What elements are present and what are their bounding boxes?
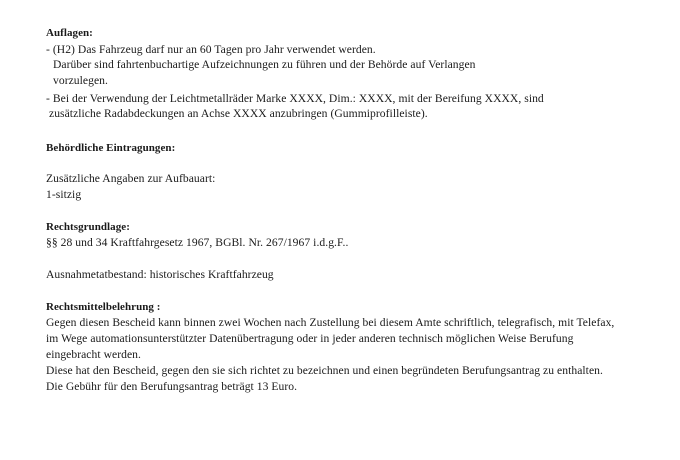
rechtsgrundlage-line: §§ 28 und 34 Kraftfahrgesetz 1967, BGBl. Nr. 267/1967 i.d.g.F..	[46, 236, 349, 249]
auflagen-line-1: - (H2) Das Fahrzeug darf nur an 60 Tagen pro Jahr verwendet werden.	[46, 43, 376, 56]
eintragungen-line-1: Zusätzliche Angaben zur Aufbauart:	[46, 172, 216, 185]
rechtsmittel-line-1: Gegen diesen Bescheid kann binnen zwei Wochen nach Zustellung bei diesem Amte schriftlich, telegrafisch, mit Telefax,	[46, 316, 615, 329]
rechtsgrundlage-heading: Rechtsgrundlage:	[46, 221, 130, 233]
auflagen-line-5: zusätzliche Radabdeckungen an Achse XXXX anzubringen (Gummiprofilleiste).	[49, 107, 428, 120]
rechtsmittel-heading: Rechtsmittelbelehrung :	[46, 301, 161, 313]
eintragungen-line-2: 1-sitzig	[46, 188, 82, 201]
auflagen-heading: Auflagen:	[46, 27, 93, 39]
ausnahmetatbestand-line: Ausnahmetatbestand: historisches Kraftfahrzeug	[46, 268, 274, 281]
rechtsmittel-line-5: Die Gebühr für den Berufungsantrag beträgt 13 Euro.	[46, 380, 298, 393]
rechtsmittel-line-4: Diese hat den Bescheid, gegen den sie sich richtet zu bezeichnen und einen begründeten Berufungsantrag zu enthalten.	[46, 364, 603, 377]
eintragungen-heading: Behördliche Eintragungen:	[46, 142, 176, 154]
auflagen-line-4: - Bei der Verwendung der Leichtmetallräder Marke XXXX, Dim.: XXXX, mit der Bereifung XXXX, sind	[46, 92, 544, 105]
rechtsmittel-line-3: eingebracht werden.	[46, 348, 141, 361]
rechtsmittel-line-2: im Wege automationsunterstützter Datenübertragung oder in jeder anderen technisch möglichen Weise Berufung	[46, 332, 574, 345]
auflagen-line-3: vorzulegen.	[53, 74, 108, 87]
auflagen-line-2: Darüber sind fahrtenbuchartige Aufzeichnungen zu führen und der Behörde auf Verlangen	[53, 58, 476, 71]
